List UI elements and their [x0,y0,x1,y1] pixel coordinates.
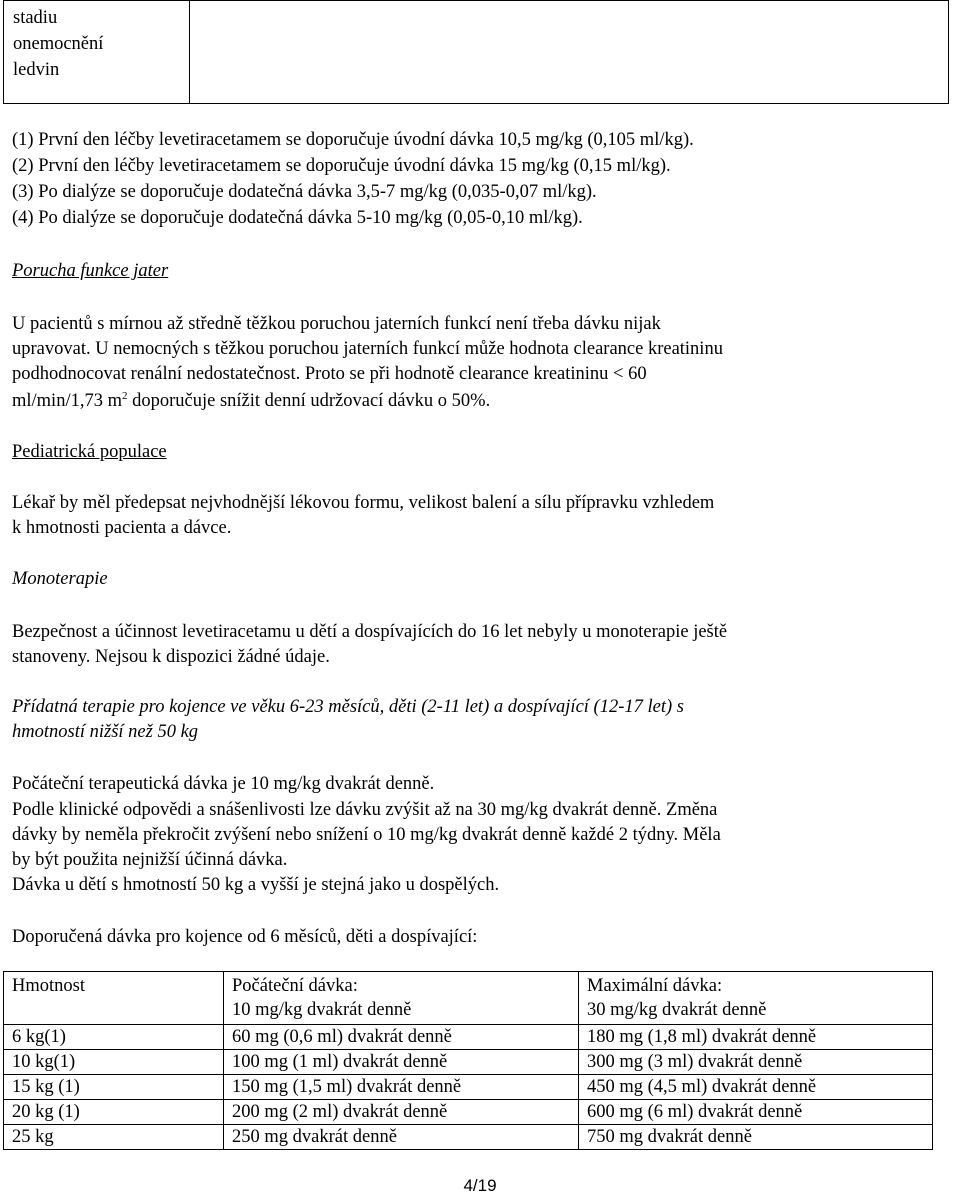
dose-table [3,971,933,1150]
superscript-2: 2 [121,389,128,402]
liver-line-4-pre: ml/min/1,73 m [12,391,122,411]
pediatric-line-1: Lékař by měl předepsat nejvhodnější lékovou formu, velikost balení a sílu přípravku vzhledem [12,493,715,513]
initial-dose-cell: 150 mg (1,5 ml) dvakrát denně [224,1075,579,1100]
table-row [4,1075,933,1100]
addon-line-2: Podle klinické odpovědi a snášenlivosti lze dávku zvýšit až na 30 mg/kg dvakrát denně. Změna [12,800,718,820]
monotherapy-line-1: Bezpečnost a účinnost levetiracetamu u dětí a dospívajících do 16 let nebyly u monoterapie ještě [12,622,728,642]
liver-line-4-post: doporučuje snížit denní udržovací dávku o 50%. [127,391,491,411]
table-row [4,1025,933,1050]
max-dose-cell: 180 mg (1,8 ml) dvakrát denně [579,1025,933,1050]
header-max-dose: Maximální dávka: 30 mg/kg dvakrát denně [579,972,933,1025]
addon-heading-line-1: Přídatná terapie pro kojence ve věku 6-23 měsíců, děti (2-11 let) a dospívající (12-17 let) s [12,697,684,717]
table-intro: Doporučená dávka pro kojence od 6 měsíců, děti a dospívající: [12,927,478,947]
pediatric-heading: Pediatrická populace [12,442,167,462]
empty-cell [190,1,949,104]
initial-dose-cell: 60 mg (0,6 ml) dvakrát denně [224,1025,579,1050]
weight-cell: 10 kg(1) [4,1050,224,1075]
footnote-3: (3) Po dialýze se doporučuje dodatečná dávka 3,5-7 mg/kg (0,035-0,07 ml/kg). [12,182,597,202]
monotherapy-line-2: stanoveny. Nejsou k dispozici žádné údaje. [12,647,330,667]
weight-cell: 20 kg (1) [4,1100,224,1125]
addon-line-5: Dávka u dětí s hmotností 50 kg a vyšší je stejná jako u dospělých. [12,875,500,895]
page-number: 4/19 [463,1176,497,1195]
table-row [4,1100,933,1125]
table-row [4,1125,933,1150]
liver-heading: Porucha funkce jater [12,261,169,281]
footnote-1: (1) První den léčby levetiracetamem se doporučuje úvodní dávka 10,5 mg/kg (0,105 ml/kg). [12,130,694,150]
header-weight: Hmotnost [4,972,224,1025]
initial-dose-cell: 200 mg (2 ml) dvakrát denně [224,1100,579,1125]
addon-heading-line-2: hmotností nižší než 50 kg [12,722,199,742]
initial-dose-cell: 250 mg dvakrát denně [224,1125,579,1150]
monotherapy-heading: Monoterapie [12,569,108,589]
table-header-row [4,972,933,1025]
table-row [4,1050,933,1075]
addon-line-3: dávky by neměla překročit zvýšení nebo snížení o 10 mg/kg dvakrát denně každé 2 týdny. Měla [12,825,721,845]
max-dose-cell: 750 mg dvakrát denně [579,1125,933,1150]
footnote-2: (2) První den léčby levetiracetamem se doporučuje úvodní dávka 15 mg/kg (0,15 ml/kg). [12,156,671,176]
weight-cell: 25 kg [4,1125,224,1150]
weight-cell: 6 kg(1) [4,1025,224,1050]
pediatric-line-2: k hmotnosti pacienta a dávce. [12,518,232,538]
liver-line-4 [12,389,490,414]
addon-line-4: by být použita nejnižší účinná dávka. [12,850,288,870]
max-dose-cell: 450 mg (4,5 ml) dvakrát denně [579,1075,933,1100]
stage-label-cell [4,1,190,104]
liver-line-3: podhodnocovat renální nedostatečnost. Proto se při hodnotě clearance kreatininu < 60 [12,364,647,384]
stage-label: stadiu onemocnění ledvin [13,8,104,80]
initial-dose-cell: 100 mg (1 ml) dvakrát denně [224,1050,579,1075]
header-initial-dose: Počáteční dávka: 10 mg/kg dvakrát denně [224,972,579,1025]
max-dose-cell: 600 mg (6 ml) dvakrát denně [579,1100,933,1125]
max-dose-cell: 300 mg (3 ml) dvakrát denně [579,1050,933,1075]
liver-line-2: upravovat. U nemocných s těžkou poruchou jaterních funkcí může hodnota clearance kreatininu [12,339,723,359]
liver-line-1: U pacientů s mírnou až středně těžkou poruchou jaterních funkcí není třeba dávku nijak [12,314,661,334]
footnote-4: (4) Po dialýze se doporučuje dodatečná dávka 5-10 mg/kg (0,05-0,10 ml/kg). [12,208,583,228]
addon-line-1: Počáteční terapeutická dávka je 10 mg/kg dvakrát denně. [12,774,435,794]
renal-stage-table [3,0,949,104]
weight-cell: 15 kg (1) [4,1075,224,1100]
